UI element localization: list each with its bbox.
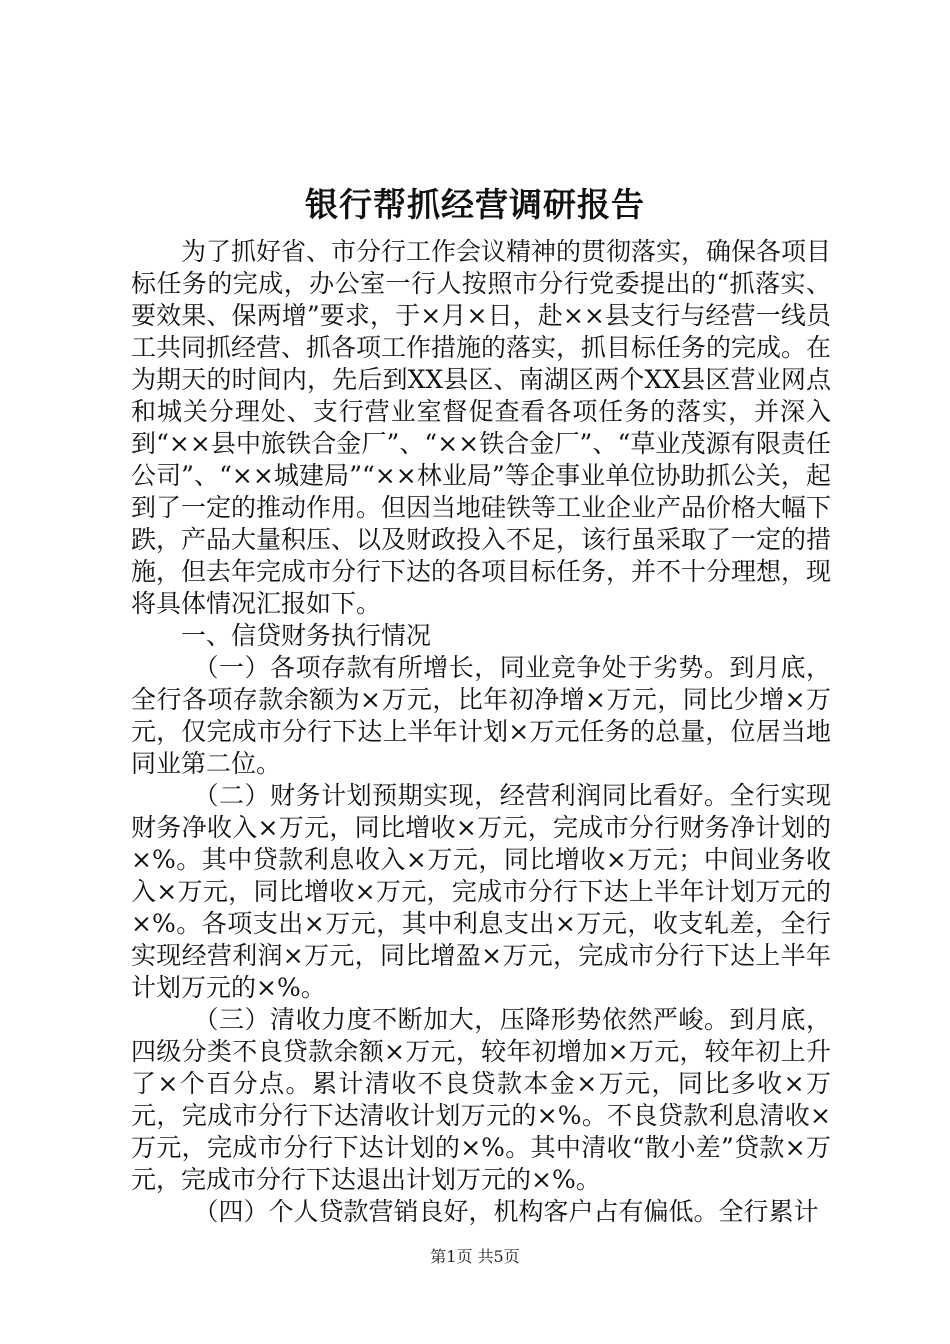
document-body [131,236,831,1228]
subsection-paragraph-2: （二）财务计划预期实现，经营利润同比看好。全行实现财务净收入×万元，同比增收×万元，完成市分行财务净计划的×%。其中贷款利息收入×万元，同比增收×万元；中间业务收入×万元，同比增收×万元，完成市分行下达上半年计划万元的×%。各项支出×万元，其中利息支出×万元，收支轧差，全行实现经营利润×万元，同比增盈×万元，完成市分行下达上半年计划万元的×%。 [131,781,831,1002]
subsection-paragraph-1: （一）各项存款有所增长，同业竞争处于劣势。到月底，全行各项存款余额为×万元，比年初净增×万元，同比少增×万元，仅完成市分行下达上半年计划×万元任务的总量，位居当地同业第二位。 [131,653,831,778]
section-heading: 一、信贷财务执行情况 [181,621,432,650]
intro-paragraph: 为了抓好省、市分行工作会议精神的贯彻落实，确保各项目标任务的完成，办公室一行人按照市分行党委提出的“抓落实、要效果、保两增”要求，于×月×日，赴××县支行与经营一线员工共同抓经营、抓各项工作措施的落实，抓目标任务的完成。在为期天的时间内，先后到XX县区、南湖区两个XX县区营业网点和城关分理处、支行营业室督促查看各项任务的落实，并深入到“××县中旅铁合金厂”、“××铁合金厂”、“草业茂源有限责任公司”、“××城建局”“××林业局”等企事业单位协助抓公关，起到了一定的推动作用。但因当地硅铁等工业企业产品价格大幅下跌，产品大量积压、以及财政投入不足，该行虽采取了一定的措施，但去年完成市分行下达的各项目标任务，并不十分理想，现将具体情况汇报如下。 [131,237,832,618]
document-title: 银行帮抓经营调研报告 [305,185,645,224]
page-number-footer: 第1页 共5页 [430,1247,520,1266]
subsection-paragraph-3: （三）清收力度不断加大，压降形势依然严峻。到月底，四级分类不良贷款余额×万元，较年初增加×万元，较年初上升了×个百分点。累计清收不良贷款本金×万元，同比多收×万元，完成市分行下达清收计划万元的×%。不良贷款利息清收×万元，完成市分行下达计划的×%。其中清收“散小差”贷款×万元，完成市分行下达退出计划万元的×%。 [131,1005,831,1194]
subsection-paragraph-4: （四）个人贷款营销良好，机构客户占有偏低。全行累计 [193,1197,819,1226]
